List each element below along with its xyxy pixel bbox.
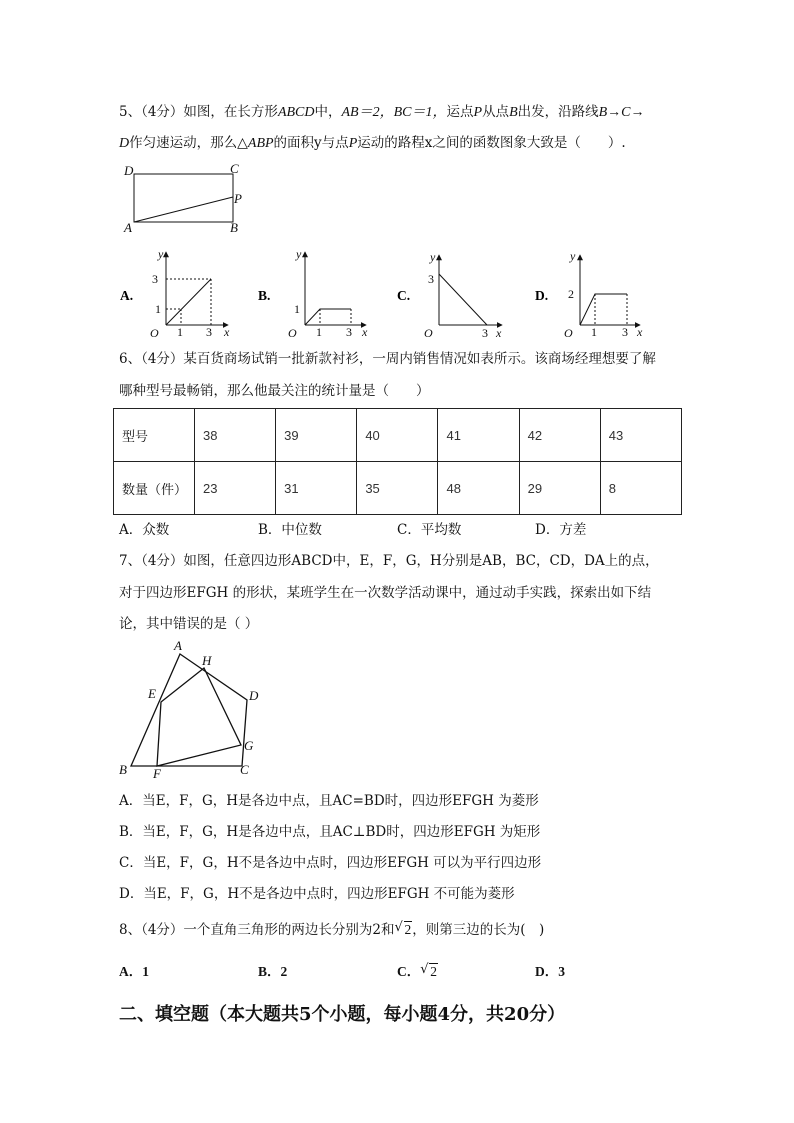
table-header-count: 数量（件） bbox=[114, 462, 195, 515]
q7-label-g: G bbox=[244, 738, 254, 753]
option-a-letter: A. bbox=[120, 288, 134, 303]
q7-line2: 对于四边形EFGH 的形状，某班学生在一次数学活动课中，通过动手实践，探索出如下结 bbox=[119, 585, 652, 601]
q7-label-c: C bbox=[240, 762, 249, 777]
q7-option-d: D．当E，F，G，H不是各边中点时，四边形EFGH 不可能为菱形 bbox=[119, 886, 515, 902]
svg-text:x: x bbox=[496, 326, 502, 340]
q8-option-c: C． √ 2 bbox=[397, 962, 437, 979]
option-c-letter: C. bbox=[397, 288, 411, 303]
q6-sales-table bbox=[113, 408, 682, 515]
option-d-letter: D. bbox=[535, 288, 549, 303]
q7-label-h: H bbox=[202, 653, 212, 668]
graph-b bbox=[305, 252, 366, 325]
q5-label-b: B bbox=[230, 220, 238, 235]
q8-line: 8、（4分）一个直角三角形的两边长分别为2和 √ 2，则第三边的长为( ) bbox=[119, 920, 545, 938]
table-cell: 42 bbox=[519, 409, 600, 462]
svg-text:O: O bbox=[150, 326, 159, 340]
q5-label-a: A bbox=[124, 220, 132, 235]
q8-option-d: D．3 bbox=[535, 964, 565, 979]
svg-text:y: y bbox=[430, 250, 436, 264]
table-cell: 43 bbox=[600, 409, 681, 462]
table-row bbox=[114, 462, 682, 515]
svg-text:x: x bbox=[224, 325, 230, 339]
section-title: 二、填空题（本大题共5个小题，每小题4分，共20分） bbox=[119, 1004, 566, 1025]
q5-line2: D作匀速运动，那么△ABP的面积y与点P运动的路程x之间的函数图象大致是（ ）. bbox=[119, 135, 626, 151]
svg-text:y: y bbox=[570, 249, 576, 263]
svg-text:O: O bbox=[288, 326, 297, 340]
q7-label-a: A bbox=[174, 638, 182, 653]
graph-a bbox=[166, 252, 228, 325]
table-cell: 31 bbox=[276, 462, 357, 515]
q5-label-c: C bbox=[230, 161, 239, 176]
q5-label-d: D bbox=[124, 163, 134, 178]
svg-text:O: O bbox=[564, 326, 573, 340]
sqrt-2: √ 2 bbox=[394, 920, 412, 937]
q7-label-d: D bbox=[249, 688, 259, 703]
q6-option-c: C．平均数 bbox=[397, 522, 462, 538]
table-cell: 38 bbox=[195, 409, 276, 462]
svg-text:1: 1 bbox=[155, 302, 161, 316]
table-cell: 41 bbox=[438, 409, 519, 462]
svg-text:x: x bbox=[362, 325, 368, 339]
svg-text:x: x bbox=[637, 325, 643, 339]
table-cell: 8 bbox=[600, 462, 681, 515]
svg-text:3: 3 bbox=[346, 325, 352, 339]
sqrt-2: √ 2 bbox=[420, 962, 437, 979]
q7-line3: 论，其中错误的是（ ） bbox=[119, 616, 259, 632]
svg-text:3: 3 bbox=[152, 272, 158, 286]
graph-c bbox=[439, 255, 502, 325]
svg-text:1: 1 bbox=[316, 325, 322, 339]
q7-option-c: C．当E，F，G，H不是各边中点时，四边形EFGH 可以为平行四边形 bbox=[119, 855, 542, 871]
q6-option-d: D．方差 bbox=[535, 522, 587, 538]
q7-label-b: B bbox=[119, 762, 127, 777]
table-cell: 39 bbox=[276, 409, 357, 462]
svg-text:y: y bbox=[158, 247, 164, 261]
svg-text:y: y bbox=[296, 247, 302, 261]
svg-text:1: 1 bbox=[294, 302, 300, 316]
option-b-letter: B. bbox=[258, 288, 271, 303]
q7-line1: 7、（4分）如图，任意四边形ABCD中，E，F，G，H分别是AB，BC，CD，DA上的点， bbox=[119, 553, 659, 569]
svg-text:3: 3 bbox=[622, 325, 628, 339]
q7-option-b: B．当E，F，G，H是各边中点，且AC⊥BD时，四边形EFGH 为矩形 bbox=[119, 824, 541, 840]
svg-text:3: 3 bbox=[482, 326, 488, 340]
q7-option-a: A．当E，F，G，H是各边中点，且AC=BD时，四边形EFGH 为菱形 bbox=[119, 793, 539, 809]
table-cell: 40 bbox=[357, 409, 438, 462]
q7-label-e: E bbox=[148, 686, 156, 701]
table-header-size: 型号 bbox=[114, 409, 195, 462]
svg-text:1: 1 bbox=[177, 325, 183, 339]
svg-text:O: O bbox=[424, 326, 433, 340]
table-cell: 23 bbox=[195, 462, 276, 515]
q6-option-b: B．中位数 bbox=[258, 522, 322, 538]
q7-label-f: F bbox=[153, 766, 161, 781]
q8-option-a: A．1 bbox=[119, 964, 149, 979]
table-row bbox=[114, 409, 682, 462]
q6-option-a: A．众数 bbox=[119, 522, 170, 538]
q6-line1: 6、（4分）某百货商场试销一批新款衬衫，一周内销售情况如表所示。该商场经理想要了解 bbox=[119, 351, 656, 367]
q5-line1: 5、（4分）如图，在长方形ABCD中，AB＝2，BC＝1，运点P从点B出发，沿路线B→C→ bbox=[119, 104, 645, 120]
q6-line2: 哪种型号最畅销，那么他最关注的统计量是（ ） bbox=[119, 383, 430, 399]
table-cell: 29 bbox=[519, 462, 600, 515]
svg-text:2: 2 bbox=[568, 287, 574, 301]
svg-text:3: 3 bbox=[206, 325, 212, 339]
q5-label-p: P bbox=[234, 191, 242, 206]
graph-d bbox=[580, 255, 640, 325]
svg-text:3: 3 bbox=[428, 272, 434, 286]
q8-option-b: B．2 bbox=[258, 964, 288, 979]
svg-text:1: 1 bbox=[591, 325, 597, 339]
table-cell: 35 bbox=[357, 462, 438, 515]
table-cell: 48 bbox=[438, 462, 519, 515]
